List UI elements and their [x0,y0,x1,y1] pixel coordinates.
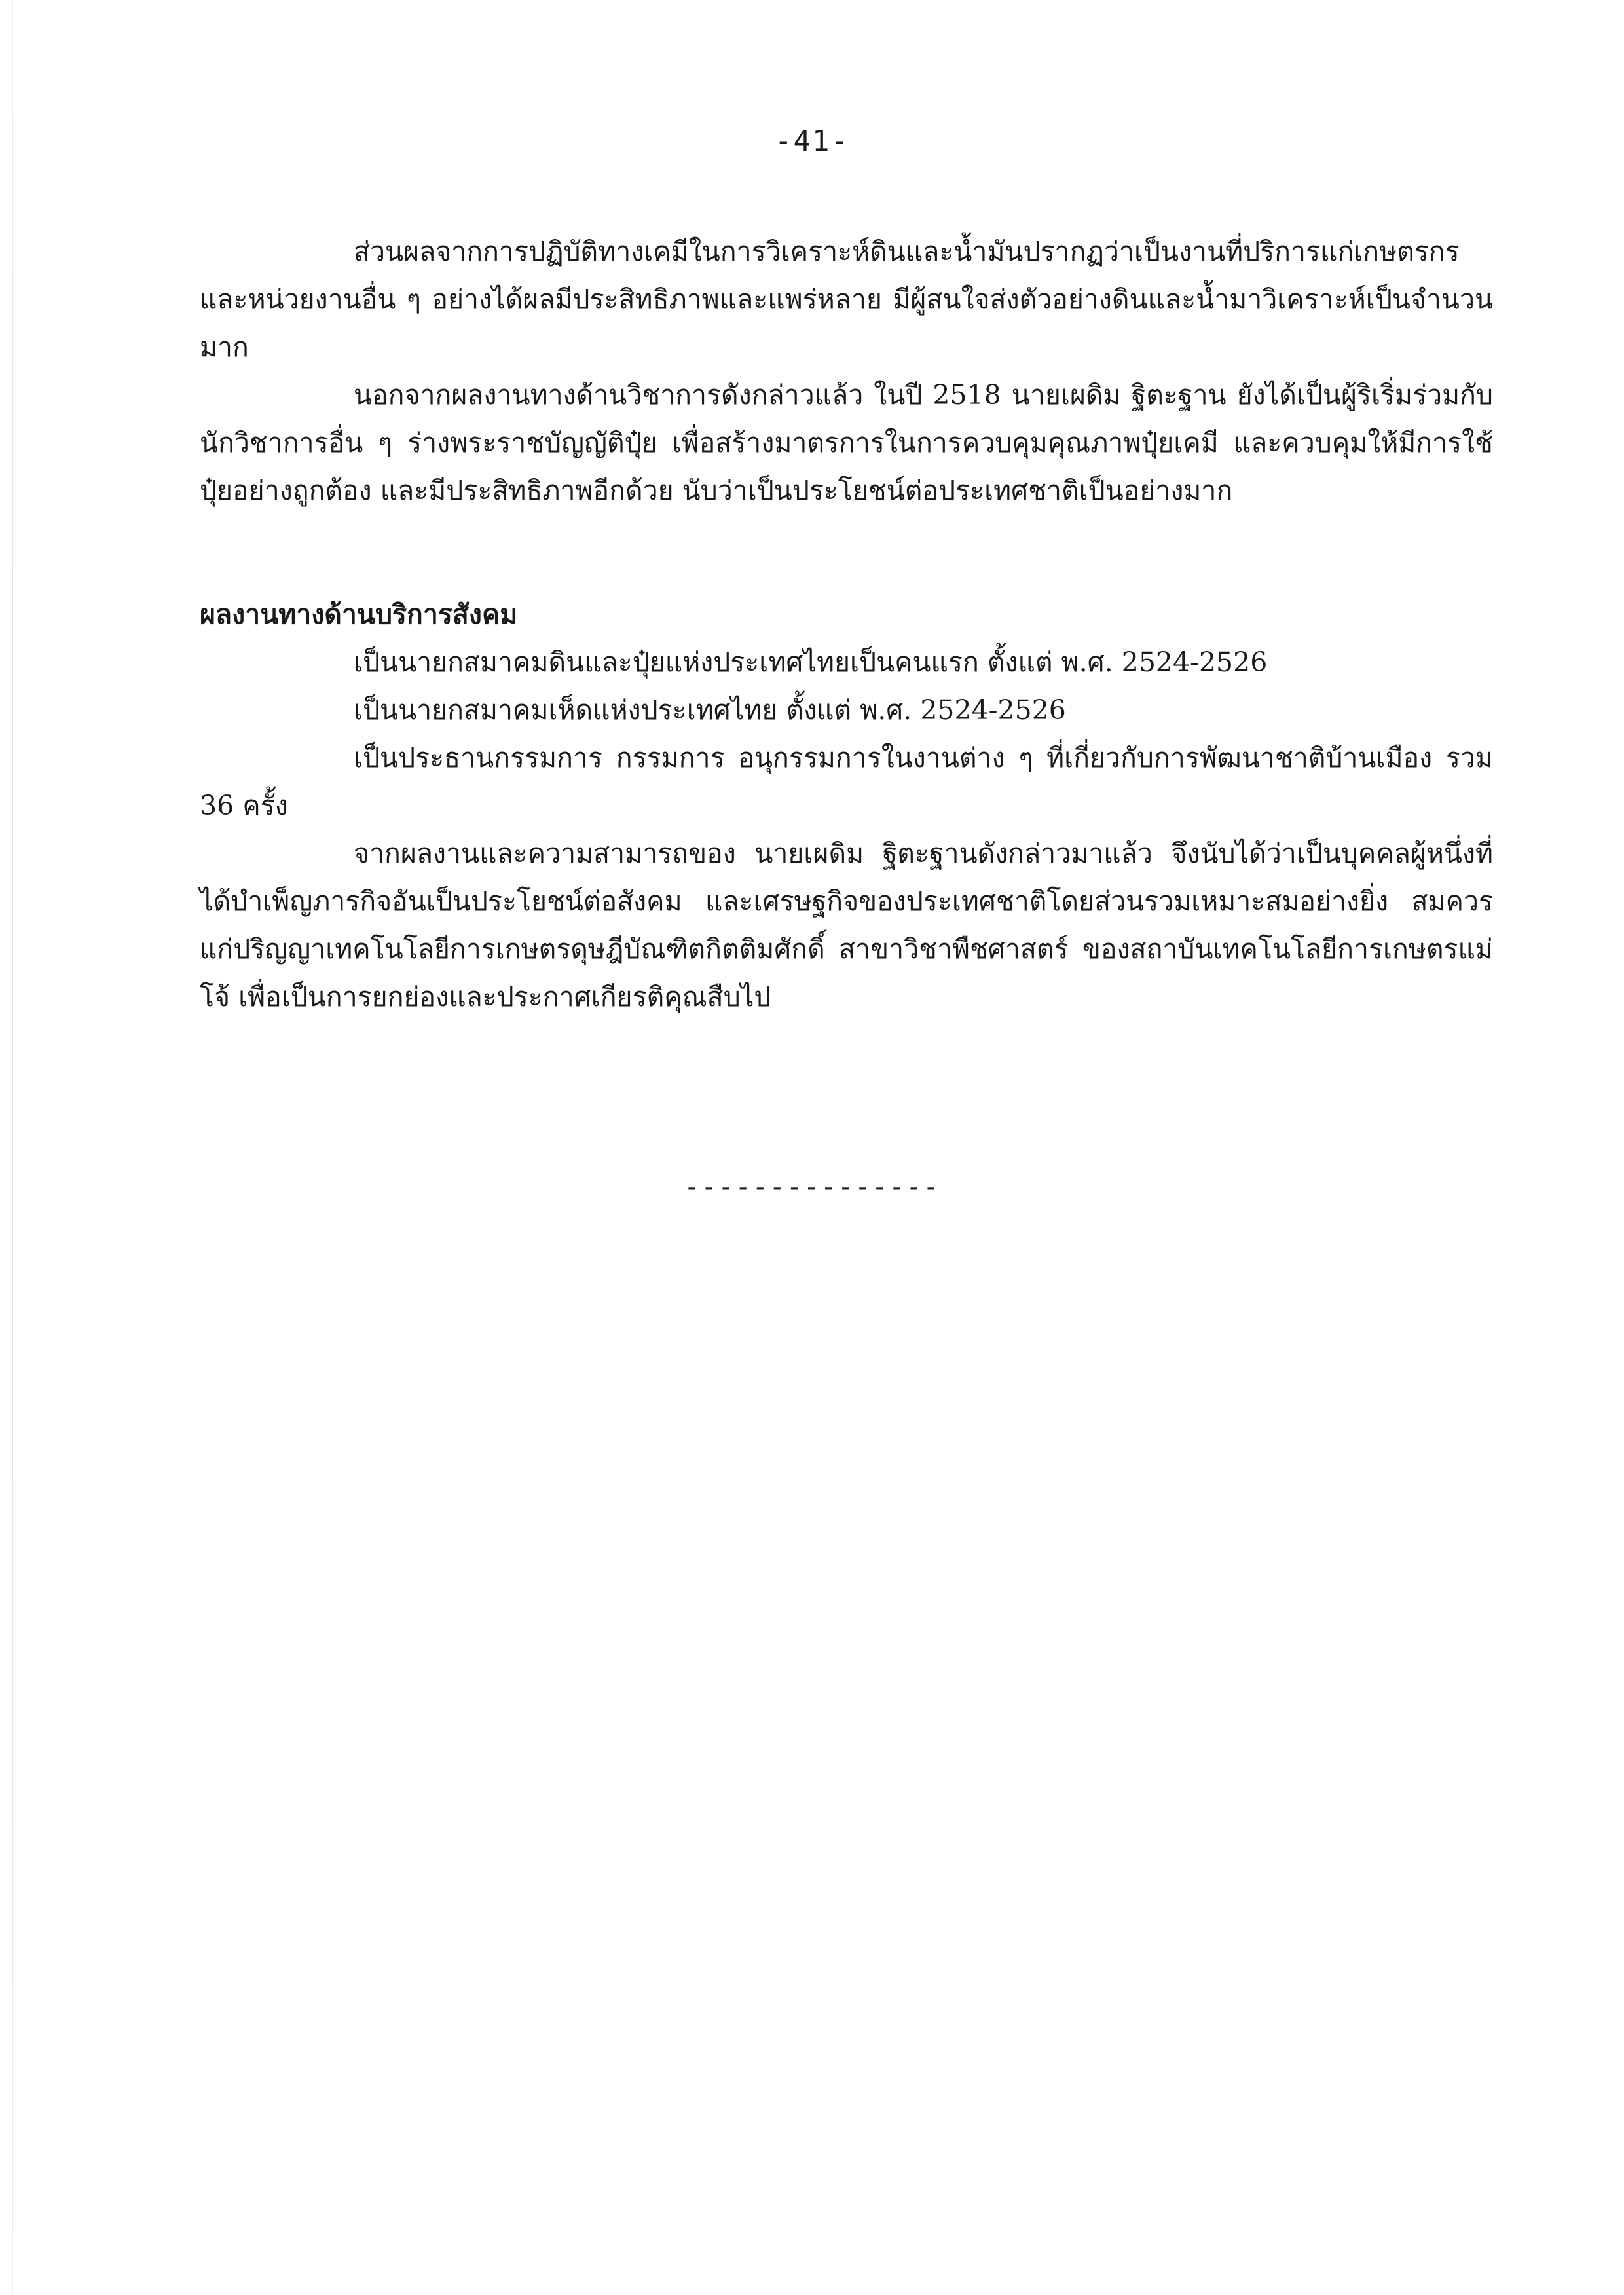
end-separator: --------------- [684,1172,940,1203]
service-line-soil-fertilizer-association: เป็นนายกสมาคมดินและปุ๋ยแห่งประเทศไทยเป็นคนแรก ตั้งแต่ พ.ศ. 2524-2526 [354,646,1268,678]
page-number: -41- [775,124,849,158]
service-line-mushroom-association: เป็นนายกสมาคมเห็ดแห่งประเทศไทย ตั้งแต่ พ.ศ. 2524-2526 [354,694,1066,726]
paragraph-conclusion: จากผลงานและความสามารถของ นายเผดิม ฐิตะฐานดังกล่าวมาแล้ว จึงนับได้ว่าเป็นบุคคลผู้หนึ่งที่ได้บำเพ็ญภารกิจอันเป็นประโยชน์ต่อสังคม และเศรษฐกิจของประเทศชาติโดยส่วนรวมเหมาะสมอย่างยิ่ง สมควรแก่ปริญญาเทคโนโลยีการเกษตรดุษฎีบัณฑิตกิตติมศักดิ์ สาขาวิชาพืชศาสตร์ ของสถาบันเทคโนโลยีการเกษตรแม่โจ้ เพื่อเป็นการยกย่องและประกาศเกียรติคุณสืบไป [200,838,1493,1013]
paragraph-fertilizer-act: นอกจากผลงานทางด้านวิชาการดังกล่าวแล้ว ในปี 2518 นายเผดิม ฐิตะฐาน ยังได้เป็นผู้ริเริ่มร่วมกับนักวิชาการอื่น ๆ ร่างพระราชบัญญัติปุ๋ย เพื่อสร้างมาตรการในการควบคุมคุณภาพปุ๋ยเคมี และควบคุมให้มีการใช้ปุ๋ยอย่างถูกต้อง และมีประสิทธิภาพอีกด้วย นับว่าเป็นประโยชน์ต่อประเทศชาติเป็นอย่างมาก [200,379,1493,506]
paragraph-committees: เป็นประธานกรรมการ กรรมการ อนุกรรมการในงานต่าง ๆ ที่เกี่ยวกับการพัฒนาชาติบ้านเมือง รวม 36 ครั้ง [200,742,1493,821]
section-research-results [200,228,1493,515]
scan-edge-shadow [12,0,13,2295]
paragraph-chemistry-analysis: ส่วนผลจากการปฏิบัติทางเคมีในการวิเคราะห์ดินและน้ำมันปรากฏว่าเป็นงานที่ปริการแก่เกษตรกรและหน่วยงานอื่น ๆ อย่างได้ผลมีประสิทธิภาพและแพร่หลาย มีผู้สนใจส่งตัวอย่างดินและน้ำมาวิเคราะห์เป็นจำนวนมาก [200,236,1493,363]
section-social-service [200,591,1493,1021]
section-heading: ผลงานทางด้านบริการสังคม [200,599,518,630]
